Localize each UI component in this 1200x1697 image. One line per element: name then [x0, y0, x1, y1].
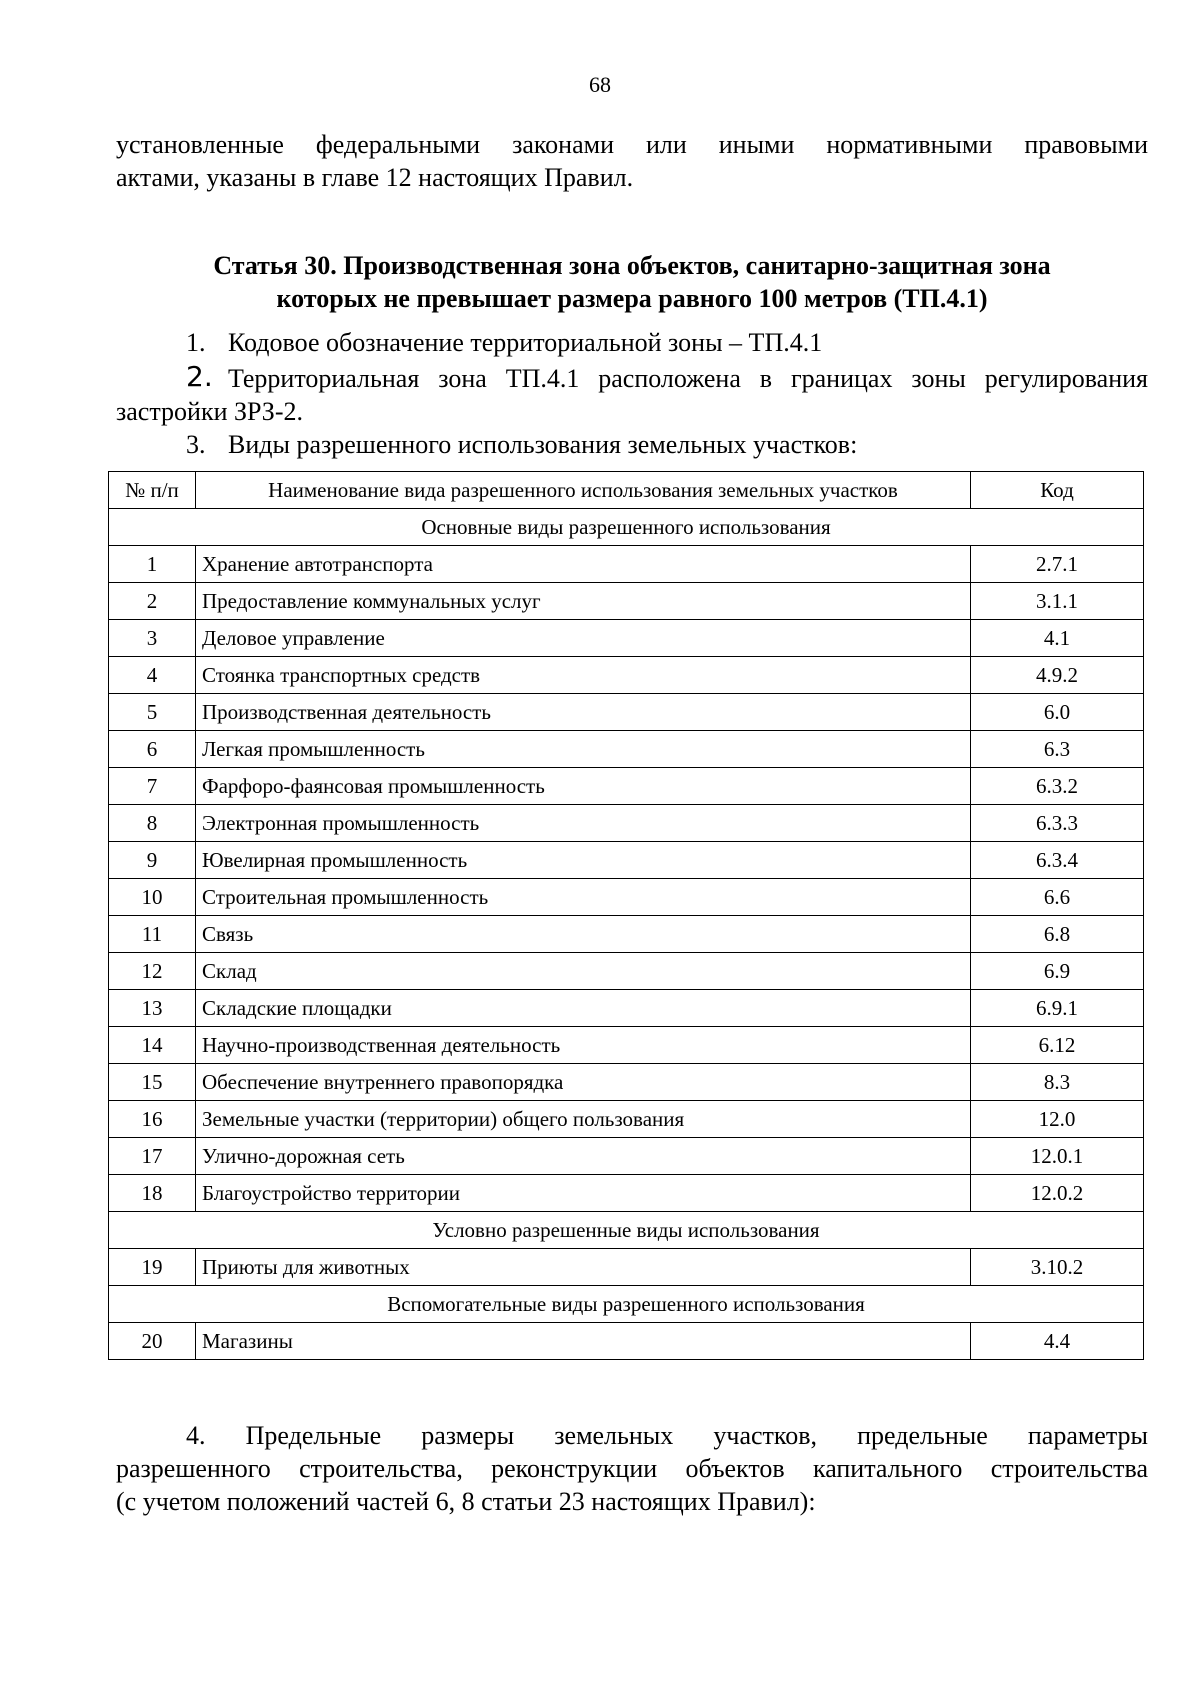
item-3-text: Виды разрешенного использования земельных участков:	[228, 430, 858, 459]
item-3-number: 3.	[186, 430, 206, 459]
section-heading: Основные виды разрешенного использования	[109, 509, 1144, 546]
row-code: 6.9.1	[971, 990, 1144, 1027]
section-heading: Условно разрешенные виды использования	[109, 1212, 1144, 1249]
row-code: 6.3.4	[971, 842, 1144, 879]
row-name: Склад	[196, 953, 971, 990]
row-code: 6.3	[971, 731, 1144, 768]
row-number: 9	[109, 842, 196, 879]
item-4-line-1: 4. Предельные размеры земельных участков, предельные параметры	[186, 1421, 1148, 1450]
row-name: Приюты для животных	[196, 1249, 971, 1286]
intro-line-1: установленные федеральными законами или иными нормативными правовыми	[116, 130, 1148, 159]
row-code: 2.7.1	[971, 546, 1144, 583]
row-name: Научно-производственная деятельность	[196, 1027, 971, 1064]
row-name: Электронная промышленность	[196, 805, 971, 842]
table-row	[109, 546, 1144, 583]
table-row	[109, 1175, 1144, 1212]
row-number: 16	[109, 1101, 196, 1138]
row-code: 8.3	[971, 1064, 1144, 1101]
row-number: 8	[109, 805, 196, 842]
table-row	[109, 1027, 1144, 1064]
row-code: 6.3.2	[971, 768, 1144, 805]
row-number: 14	[109, 1027, 196, 1064]
row-code: 6.8	[971, 916, 1144, 953]
row-code: 4.4	[971, 1323, 1144, 1360]
row-code: 6.9	[971, 953, 1144, 990]
row-number: 3	[109, 620, 196, 657]
item-4-line-2: разрешенного строительства, реконструкции объектов капитального строительства	[116, 1454, 1148, 1483]
row-number: 2	[109, 583, 196, 620]
row-name: Улично-дорожная сеть	[196, 1138, 971, 1175]
row-code: 6.3.3	[971, 805, 1144, 842]
section-heading: Вспомогательные виды разрешенного использования	[109, 1286, 1144, 1323]
row-name: Обеспечение внутреннего правопорядка	[196, 1064, 971, 1101]
row-name: Легкая промышленность	[196, 731, 971, 768]
page-number: 68	[589, 72, 611, 97]
row-number: 12	[109, 953, 196, 990]
row-number: 10	[109, 879, 196, 916]
row-code: 4.9.2	[971, 657, 1144, 694]
row-number: 1	[109, 546, 196, 583]
table-row	[109, 694, 1144, 731]
row-number: 19	[109, 1249, 196, 1286]
table-row	[109, 953, 1144, 990]
row-name: Ювелирная промышленность	[196, 842, 971, 879]
table-row	[109, 620, 1144, 657]
table-section-row	[109, 509, 1144, 546]
intro-line-2: актами, указаны в главе 12 настоящих Правил.	[116, 163, 634, 192]
row-name: Земельные участки (территории) общего пользования	[196, 1101, 971, 1138]
table-row	[109, 1064, 1144, 1101]
row-code: 12.0.2	[971, 1175, 1144, 1212]
row-number: 4	[109, 657, 196, 694]
header-num: № п/п	[109, 472, 196, 509]
table-row	[109, 1323, 1144, 1360]
row-name: Благоустройство территории	[196, 1175, 971, 1212]
table-row	[109, 990, 1144, 1027]
row-number: 17	[109, 1138, 196, 1175]
table-row	[109, 583, 1144, 620]
item-2-text-line-2: застройки ЗРЗ-2.	[116, 397, 303, 426]
row-name: Связь	[196, 916, 971, 953]
table-row	[109, 1101, 1144, 1138]
row-code: 3.10.2	[971, 1249, 1144, 1286]
row-number: 5	[109, 694, 196, 731]
item-4-line-3: (с учетом положений частей 6, 8 статьи 23 настоящих Правил):	[116, 1487, 816, 1516]
item-2-number: 2.	[186, 360, 213, 393]
land-use-table	[108, 471, 1144, 1360]
article-title-line-1: Статья 30. Производственная зона объектов, санитарно-защитная зона	[213, 251, 1051, 280]
item-2-text-line-1: Территориальная зона ТП.4.1 расположена в границах зоны регулирования	[228, 364, 1148, 393]
row-name: Фарфоро-фаянсовая промышленность	[196, 768, 971, 805]
row-number: 18	[109, 1175, 196, 1212]
row-name: Магазины	[196, 1323, 971, 1360]
row-number: 13	[109, 990, 196, 1027]
table-row	[109, 842, 1144, 879]
row-code: 4.1	[971, 620, 1144, 657]
row-name: Строительная промышленность	[196, 879, 971, 916]
row-code: 12.0	[971, 1101, 1144, 1138]
table-row	[109, 1249, 1144, 1286]
table-header-row	[109, 472, 1144, 509]
row-number: 20	[109, 1323, 196, 1360]
table-section-row	[109, 1286, 1144, 1323]
row-name: Стоянка транспортных средств	[196, 657, 971, 694]
table-row	[109, 1138, 1144, 1175]
row-name: Предоставление коммунальных услуг	[196, 583, 971, 620]
item-1-number: 1.	[186, 328, 206, 357]
table-row	[109, 768, 1144, 805]
row-code: 6.6	[971, 879, 1144, 916]
header-name: Наименование вида разрешенного использования земельных участков	[196, 472, 971, 509]
table-row	[109, 731, 1144, 768]
row-code: 12.0.1	[971, 1138, 1144, 1175]
row-number: 11	[109, 916, 196, 953]
row-name: Хранение автотранспорта	[196, 546, 971, 583]
table-section-row	[109, 1212, 1144, 1249]
row-code: 6.0	[971, 694, 1144, 731]
article-title-line-2: которых не превышает размера равного 100 метров (ТП.4.1)	[276, 284, 988, 313]
item-1-text: Кодовое обозначение территориальной зоны – ТП.4.1	[228, 328, 823, 357]
row-code: 3.1.1	[971, 583, 1144, 620]
header-code: Код	[971, 472, 1144, 509]
row-code: 6.12	[971, 1027, 1144, 1064]
row-name: Складские площадки	[196, 990, 971, 1027]
row-name: Производственная деятельность	[196, 694, 971, 731]
table-row	[109, 916, 1144, 953]
row-number: 6	[109, 731, 196, 768]
row-number: 7	[109, 768, 196, 805]
table-row	[109, 657, 1144, 694]
table-row	[109, 879, 1144, 916]
row-number: 15	[109, 1064, 196, 1101]
table-row	[109, 805, 1144, 842]
row-name: Деловое управление	[196, 620, 971, 657]
